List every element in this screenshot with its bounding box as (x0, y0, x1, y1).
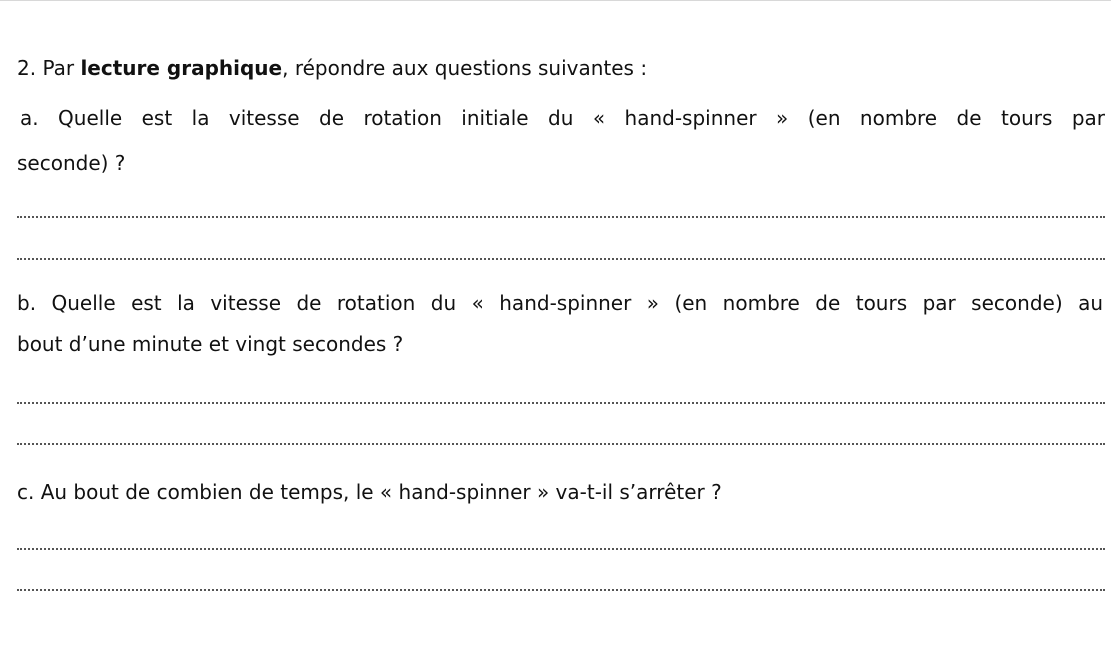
question-a-line-1: a. Quelle est la vitesse de rotation initiale du « hand-spinner » (en nombre de tours par (20, 106, 1105, 130)
intro-prefix: 2. Par (17, 56, 81, 80)
intro-suffix: , répondre aux questions suivantes : (282, 56, 648, 80)
question-a-line-2: seconde) ? (17, 151, 126, 175)
intro-bold-term: lecture graphique (80, 56, 283, 80)
question-b-line-1: b. Quelle est la vitesse de rotation du « hand-spinner » (en nombre de tours par seconde) au (17, 291, 1103, 315)
answer-line-c-1[interactable] (17, 548, 1105, 550)
question-b-line-2: bout d’une minute et vingt secondes ? (17, 332, 404, 356)
question-c-line-1: c. Au bout de combien de temps, le « hand-spinner » va-t-il s’arrêter ? (17, 480, 722, 504)
answer-line-b-1[interactable] (17, 402, 1105, 404)
answer-line-a-2[interactable] (17, 258, 1105, 260)
answer-line-c-2[interactable] (17, 589, 1105, 591)
intro-instruction (17, 55, 647, 81)
answer-line-a-1[interactable] (17, 216, 1105, 218)
answer-line-b-2[interactable] (17, 443, 1105, 445)
